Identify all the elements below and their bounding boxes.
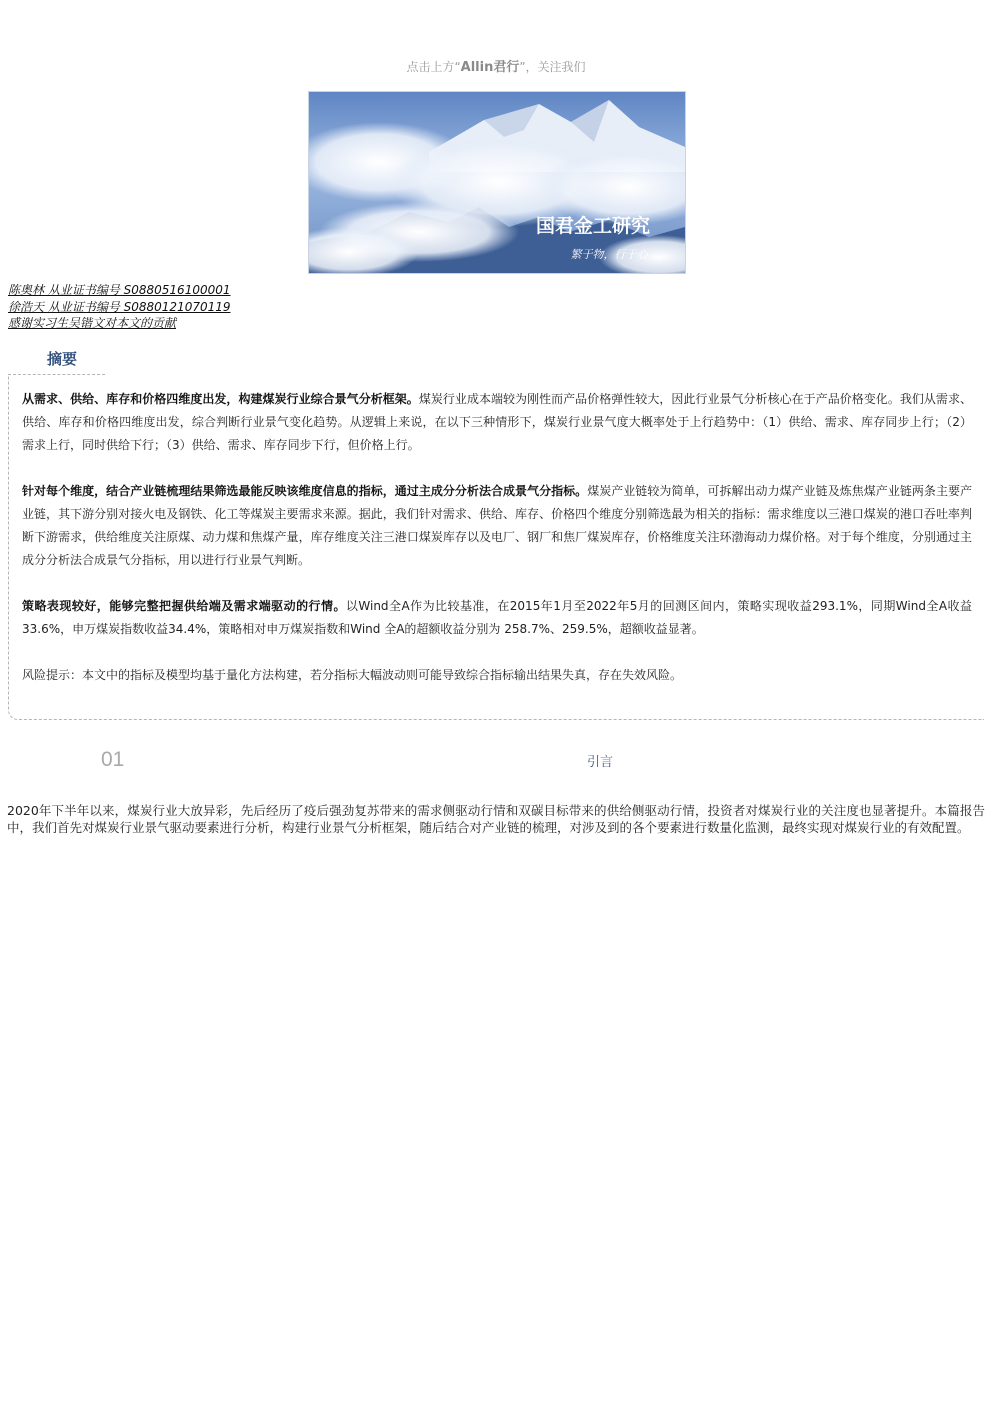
abstract-paragraph	[22, 388, 972, 457]
abstract-content	[22, 388, 972, 710]
paragraph-body: 煤炭行业成本端较为刚性而产品价格弹性较大，因此行业景气分析核心在于产品价格变化。我们从需求、供给、库存和价格四维度出发，综合判断行业景气变化趋势。从逻辑上来说，在以下三种情形下，煤炭行业景气度大概率处于上行趋势中：（1）供给、需求、库存同步上行；（2）需求上行，同时供给下行；（3）供给、需求、库存同步下行，但价格上行。	[22, 392, 972, 452]
acknowledgement-line[interactable]: 感谢实习生吴锴文对本文的贡献	[8, 316, 177, 330]
intro-paragraph: 2020年下半年以来，煤炭行业大放异彩，先后经历了疫后强劲复苏带来的需求侧驱动行情和双碳目标带来的供给侧驱动行情，投资者对煤炭行业的关注度也显著提升。本篇报告中，我们首先对煤炭行业景气驱动要素进行分析，构建行业景气分析框架，随后结合对产业链的梳理，对涉及到的各个要素进行数量化监测，最终实现对煤炭行业的有效配置。	[7, 803, 985, 835]
abstract-paragraph	[22, 595, 972, 641]
author-line[interactable]: 徐浩天 从业证书编号 S0880121070119	[8, 299, 231, 314]
account-name[interactable]: Allin君行	[460, 60, 520, 75]
abstract-title: 摘要	[47, 350, 78, 368]
banner-title: 国君金工研究	[535, 215, 651, 237]
section-number: 01	[101, 748, 125, 771]
abstract-paragraph	[22, 480, 972, 572]
paragraph-lead: 从需求、供给、库存和价格四维度出发，构建煤炭行业综合景气分析框架。	[22, 392, 419, 406]
paragraph-lead: 针对每个维度，结合产业链梳理结果筛选最能反映该维度信息的指标，通过主成分分析法合成景气分指标。	[22, 484, 588, 498]
follow-prompt: 点击上方“Allin君行”，关注我们	[406, 60, 586, 75]
author-list	[8, 282, 231, 332]
paragraph-body: 以Wind全A作为比较基准，在2015年1月至2022年5月的回测区间内，策略实现收益293.1%，同期Wind全A收益 33.6%，申万煤炭指数收益34.4%，策略相对申万煤炭指数和Wind 全A的超额收益分别为 258.7%、259.5%，超额收益显著。	[22, 599, 972, 636]
author-line[interactable]: 陈奥林 从业证书编号 S0880516100001	[8, 283, 231, 297]
banner-image	[308, 91, 686, 274]
section-title: 引言	[587, 755, 614, 770]
paragraph-lead: 策略表现较好，能够完整把握供给端及需求端驱动的行情。	[22, 599, 346, 613]
paragraph-body: 煤炭产业链较为简单，可拆解出动力煤产业链及炼焦煤产业链两条主要产业链，其下游分别对接火电及钢铁、化工等煤炭主要需求来源。据此，我们针对需求、供给、库存、价格四个维度分别筛选最为相关的指标：需求维度以三港口煤炭的港口吞吐率判断下游需求，供给维度关注原煤、动力煤和焦煤产量，库存维度关注三港口煤炭库存以及电厂、钢厂和焦厂煤炭库存，价格维度关注环渤海动力煤价格。对于每个维度，分别通过主成分分析法合成景气分指标，用以进行行业景气判断。	[22, 484, 972, 567]
risk-warning: 风险提示：本文中的指标及模型均基于量化方法构建，若分指标大幅波动则可能导致综合指标输出结果失真，存在失效风险。	[22, 668, 683, 682]
banner-subtitle: 繁于物，行于心	[570, 248, 648, 261]
